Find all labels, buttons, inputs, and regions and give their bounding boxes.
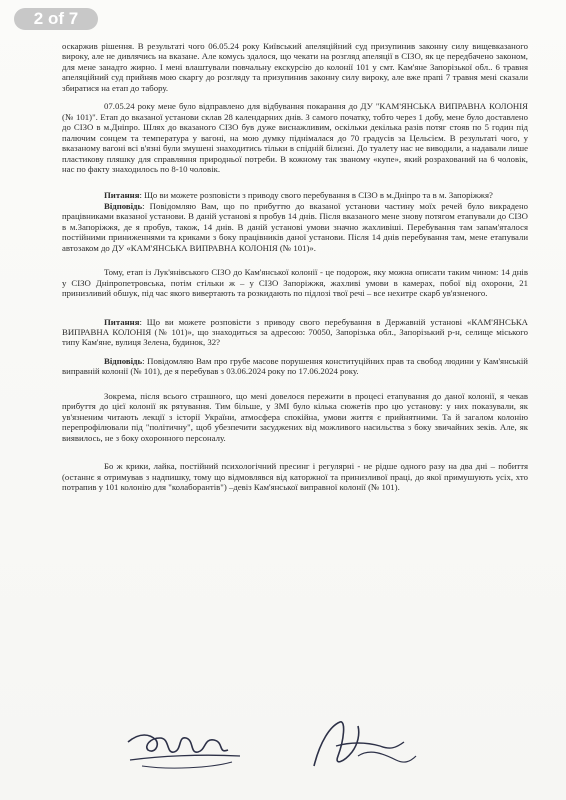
- signature-right: [300, 712, 420, 784]
- question-label: Питання: [104, 190, 140, 201]
- question-label: Питання: [104, 316, 140, 327]
- answer: [62, 201, 528, 253]
- question-text: : Що ви можете розповісти з приводу свого перебування в СІЗО в м.Дніпро та в м. Запоріжжя?: [139, 190, 493, 201]
- page-indicator: 2 of 7: [14, 8, 98, 30]
- paragraph: Тому, етап із Лук'янівського СІЗО до Кам'янської колонії - це подорож, яку можна описати таким чином: 14 днів у СІЗО Дніпропетровська, потім стільки ж – у СІЗО Запоріжжя, жахливі умови в камерах, побої від охорони, 21 принизливий обшук, під час якого вивертають та розкидають по підлозі твої речі – все нехитре скарб ув'язненого.: [62, 267, 528, 299]
- answer: [62, 356, 528, 377]
- document-body: [62, 41, 528, 492]
- answer-label: Відповідь: [104, 200, 143, 211]
- question: [62, 317, 528, 348]
- answer-text: : Повідомляю Вам, що по прибуттю до вказаної установи частину моїх речей було викрадено працівниками вказаної установи. В даній установі я пробув 14 днів. Після вказаного мене знову потягом етапували до СІЗО в м.Запоріжжя, де я пробув, також, 14 днів. В даній установі умови значно жахливіші. Перебування там запам'яталося постійними приниженнями та криками з боку працівників даної установи. Після 14 днів перебування там, мене етапували автозаком до ДУ «КАМ'ЯНСЬКА ВИПРАВНА КОЛОНІЯ (№ 101)».: [62, 200, 528, 253]
- question-text: : Що ви можете розповісти з приводу свого перебування в Державній установі «КАМ'ЯНСЬКА ВИПРАВНА КОЛОНІЯ (№ 101)», що знаходиться за адресою: 70050, Запорізька обл., Запорізький р-н, селище міського типу Кам'яне, вулиця Зелена, будинок, 32?: [62, 316, 528, 348]
- paragraph: Зокрема, після всього страшного, що мені довелося пережити в процесі етапування до даної колонії, я чекав прибуття до цієї колонії як рятування. Тим більше, у ЗМІ було кілька сюжетів про цю установу: у них показували, як ув'язненим читають лекції з історії України, атмосфера спокійна, умови життя є прийнятними. Та й загалом колонію перепрофілювали під "політичну", щоб убезпечити засуджених від можливого насильства з боку звичайних зеків. Але, як виявилось, не з боку охоронного персоналу.: [62, 390, 528, 443]
- signature-left: [120, 720, 250, 780]
- answer-text: : Повідомляю Вам про грубе масове порушення конституційних прав та свобод людини у Кам'янській виправній колонії (№ 101), де я перебував з 03.06.2024 року по 17.06.2024 року.: [62, 355, 528, 377]
- paragraph: оскаржив рішення. В результаті чого 06.05.24 року Київський апеляційний суд призупинив законну силу вищевказаного вироку, але не дивлячись на вказане. Але комусь здалося, що чекати на розгляд апеляції в СІЗО, як це передбачено законом, для мене занадто жирно. І мені влаштували повчальну екскурсію до колонії 101 у смт. Кам'яне Запорізької обл.. 6 травня апеляційний суд прийняв мою скаргу до розгляду та призупинив законну силу вироку, але вже прапі 7 травня мені сказали збиратися на етап до табору.: [62, 41, 528, 93]
- answer-label: Відповідь: [104, 355, 143, 366]
- paragraph: 07.05.24 року мене було відправлено для відбування покарання до ДУ "КАМ'ЯНСЬКА ВИПРАВНА КОЛОНІЯ (№ 101)". Етап до вказаної установи склав 28 календарних днів. З самого початку, тобто через 1 добу, мене було доставлено до СІЗО в м.Дніпро. Шлях до вказаного СІЗО був дуже виснажливим, оскільки декілька разів потяг стояв по 5 годин під палючим сонцем та температура у вагоні, на мою думку піднімалася до 70 градусів за Цельсієм. В результаті чого, у вказаному вагоні всі в'язні були змушені знаходитись тільки в спідній білизні. До туалету нас не виводили, а надавали лише пластикову пляшку для справляння природньої потреби. В кожному так званому «купе», який розрахований на 6 чоловік, нас по факту знаходилось по 8-10 чоловік.: [62, 101, 528, 174]
- paragraph: Бо ж крики, лайка, постійний психологічний пресинг і регулярні - не рідше одного разу на два дні – побиття (останнє я отримував з надпишку, тому що відмовлявся від каторжної та принизливої праці, до якої примушують усіх, хто потрапив у 101 колонію для "колаборантів") –девіз Кам'янської виправної колонії (№ 101).: [62, 461, 528, 492]
- question: [62, 190, 528, 200]
